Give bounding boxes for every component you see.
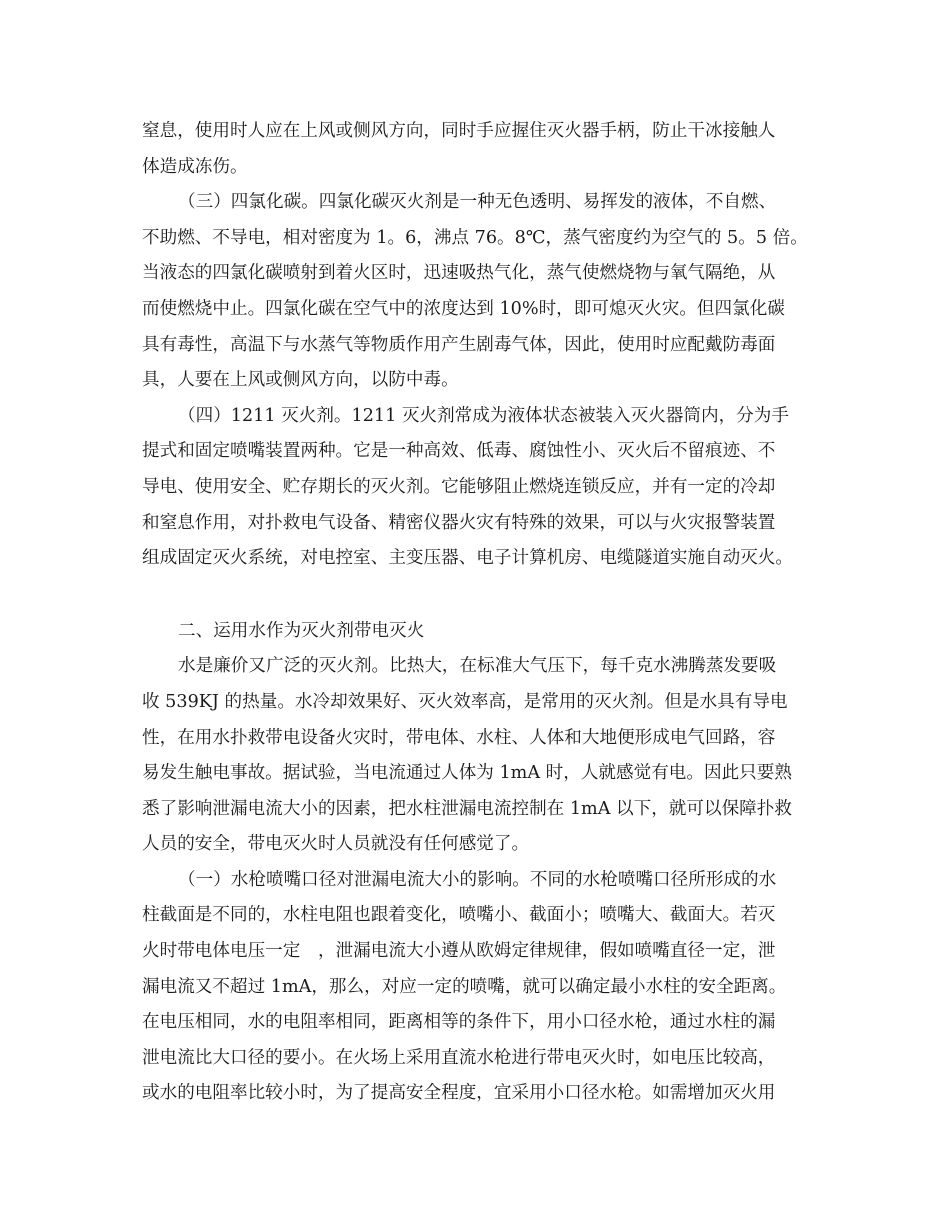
text-line: 导电、使用安全、贮存期长的灭火剂。它能够阻止燃烧连锁反应，并有一定的冷却 (142, 476, 776, 497)
text-line: 体造成冻伤。 (142, 156, 248, 177)
text-line: 泄电流比大口径的要小。在火场上采用直流水枪进行带电灭火时，如电压比较高， (142, 1047, 776, 1068)
text-line: 和窒息作用，对扑救电气设备、精密仪器火灾有特殊的效果，可以与火灾报警装置 (142, 512, 776, 533)
paragraph-1211-agent (142, 399, 818, 577)
text-line: 在电压相同，水的电阻率相同，距离相等的条件下，用小口径水枪，通过水柱的漏 (142, 1012, 776, 1033)
paragraph-carbon-tetrachloride (142, 185, 818, 399)
section-heading (142, 614, 818, 650)
text-line: 当液态的四氯化碳喷射到着火区时，迅速吸热气化，蒸气使燃烧物与氧气隔绝，从 (142, 263, 776, 284)
text-line: 收 539KJ 的热量。水冷却效果好、灭火效率高，是常用的灭火剂。但是水具有导电 (142, 691, 788, 712)
text-line: 而使燃烧中止。四氯化碳在空气中的浓度达到 10%时，即可熄灭火灾。但四氯化碳 (142, 298, 785, 319)
text-line: 或水的电阻率比较小时，为了提高安全程度，宜采用小口径水枪。如需增加灭火用 (142, 1083, 776, 1104)
text-line: 具有毒性，高温下与水蒸气等物质作用产生剧毒气体，因此，使用时应配戴防毒面 (142, 334, 776, 355)
heading-line: 二、运用水作为灭火剂带电灭火 (178, 620, 425, 641)
text-line: 具，人要在上风或侧风方向，以防中毒。 (142, 370, 459, 391)
text-line: （三）四氯化碳。四氯化碳灭火剂是一种无色透明、易挥发的液体，不自燃、 (178, 192, 777, 213)
paragraph-dry-ice-continued (142, 114, 818, 185)
text-line: 人员的安全，带电灭火时人员就没有任何感觉了。 (142, 834, 530, 855)
section-spacer (142, 577, 818, 614)
text-line: 水是廉价又广泛的灭火剂。比热大，在标准大气压下，每千克水沸腾蒸发要吸 (178, 656, 777, 677)
text-line: 悉了影响泄漏电流大小的因素，把水柱泄漏电流控制在 1mA 以下，就可以保障扑救 (142, 798, 792, 819)
text-line: 不助燃、不导电，相对密度为 1。6，沸点 76。8℃，蒸气密度约为空气的 5。5 倍。 (142, 227, 808, 248)
text-line: 火时带电体电压一定 ，泄漏电流大小遵从欧姆定律规律，假如喷嘴直径一定，泄 (142, 941, 776, 962)
text-line: 性，在用水扑救带电设备火灾时，带电体、水柱、人体和大地便形成电气回路，容 (142, 727, 776, 748)
text-line: （一）水枪喷嘴口径对泄漏电流大小的影响。不同的水枪喷嘴口径所形成的水 (178, 869, 777, 890)
document-page (142, 114, 818, 1112)
paragraph-nozzle-diameter (142, 863, 818, 1112)
paragraph-water-intro (142, 649, 818, 863)
text-line: （四）1211 灭火剂。1211 灭火剂常成为液体状态被装入灭火器筒内，分为手 (178, 405, 789, 426)
text-line: 窒息，使用时人应在上风或侧风方向，同时手应握住灭火器手柄，防止干冰接触人 (142, 121, 776, 141)
text-line: 柱截面是不同的，水柱电阻也跟着变化，喷嘴小、截面小；喷嘴大、截面大。若灭 (142, 905, 776, 926)
text-line: 组成固定灭火系统，对电控室、主变压器、电子计算机房、电缆隧道实施自动灭火。 (142, 548, 793, 569)
text-line: 漏电流又不超过 1mA，那么，对应一定的喷嘴，就可以确定最小水柱的安全距离。 (142, 976, 787, 997)
text-line: 提式和固定喷嘴装置两种。它是一种高效、低毒、腐蚀性小、灭火后不留痕迹、不 (142, 441, 776, 462)
text-line: 易发生触电事故。据试验，当电流通过人体为 1mA 时，人就感觉有电。因此只要熟 (142, 763, 792, 784)
